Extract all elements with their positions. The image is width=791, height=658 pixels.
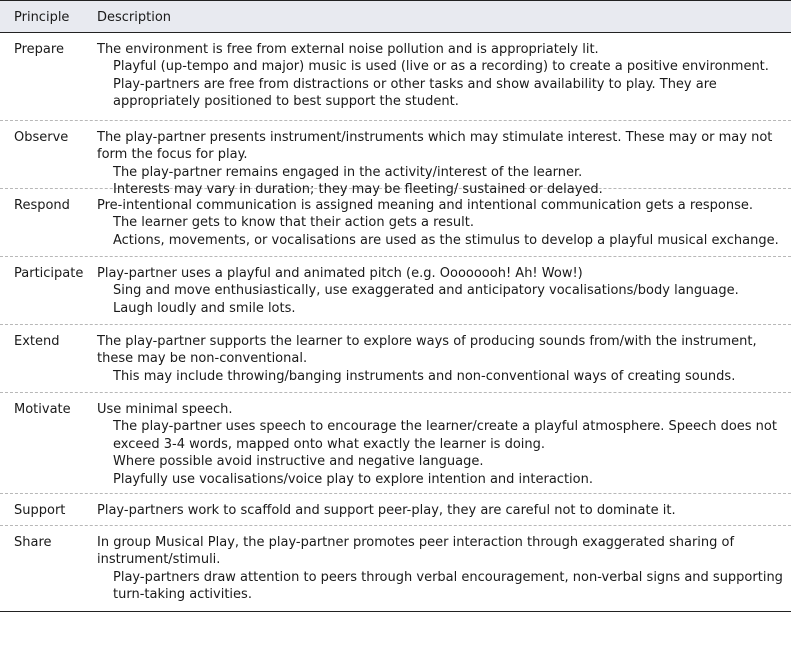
row-description (97, 333, 783, 385)
row-description (97, 197, 783, 249)
table-row (0, 325, 791, 393)
table-body (0, 33, 791, 612)
description-line: The environment is free from external noise pollution and is appropriately lit. (97, 42, 599, 57)
row-principle: Support (14, 503, 66, 518)
description-line: In group Musical Play, the play-partner promotes peer interaction through exaggerated sharing of instrument/stimuli. (97, 535, 735, 568)
table-row (0, 33, 791, 121)
header-principle: Principle (14, 10, 70, 25)
table-row (0, 494, 791, 526)
header-description: Description (97, 10, 172, 25)
description-line: The play-partner supports the learner to explore ways of producing sounds from/with the instrument, these may be non-conventional. (97, 334, 757, 367)
description-line: The play-partner uses speech to encourage the learner/create a playful atmosphere. Speech does not exceed 3-4 words, mapped onto what exactly the learner is doing. (113, 419, 777, 452)
description-line: Play-partner uses a playful and animated pitch (e.g. Oooooooh! Ah! Wow!) (97, 266, 583, 281)
row-principle: Prepare (14, 42, 64, 57)
description-line: Play-partners draw attention to peers through verbal encouragement, non-verbal signs and supporting turn-taking activities. (113, 569, 783, 603)
row-description (97, 401, 783, 488)
row-description (97, 41, 783, 111)
table-row (0, 121, 791, 198)
row-description (97, 534, 783, 604)
table-header (0, 0, 791, 33)
description-line: Use minimal speech. (97, 402, 233, 417)
description-line: Playfully use vocalisations/voice play to explore intention and interaction. (113, 471, 593, 487)
row-principle: Respond (14, 198, 70, 213)
description-line: Playful (up-tempo and major) music is used (live or as a recording) to create a positive environment. (113, 59, 769, 75)
row-principle: Motivate (14, 402, 71, 417)
row-principle: Share (14, 535, 52, 550)
table-row (0, 189, 791, 257)
row-principle: Extend (14, 334, 60, 349)
description-line: Actions, movements, or vocalisations are used as the stimulus to develop a playful musical exchange. (113, 232, 779, 248)
description-line: This may include throwing/banging instruments and non-conventional ways of creating sounds. (113, 368, 736, 384)
description-line: Pre-intentional communication is assigned meaning and intentional communication gets a response. (97, 198, 754, 213)
description-line: Sing and move enthusiastically, use exaggerated and anticipatory vocalisations/body language. (113, 283, 739, 299)
description-line: The play-partner remains engaged in the activity/interest of the learner. (113, 164, 583, 180)
description-line: Play-partners work to scaffold and support peer-play, they are careful not to dominate it. (97, 503, 676, 518)
description-line: Play-partners are free from distractions or other tasks and show availability to play. They are appropriately positioned to best support the student. (113, 76, 717, 110)
row-principle: Observe (14, 130, 69, 145)
row-principle: Participate (14, 266, 84, 281)
description-line: The play-partner presents instrument/instruments which may stimulate interest. These may or may not form the focus for play. (97, 130, 773, 163)
description-line: The learner gets to know that their action gets a result. (113, 215, 475, 231)
table-row (0, 526, 791, 612)
row-description (97, 265, 783, 317)
row-description (97, 502, 783, 519)
table-row (0, 257, 791, 325)
table-row (0, 393, 791, 494)
description-line: Interests may vary in duration; they may be fleeting/ sustained or delayed. (113, 182, 603, 198)
description-line: Laugh loudly and smile lots. (113, 300, 296, 316)
description-line: Where possible avoid instructive and negative language. (113, 454, 484, 470)
